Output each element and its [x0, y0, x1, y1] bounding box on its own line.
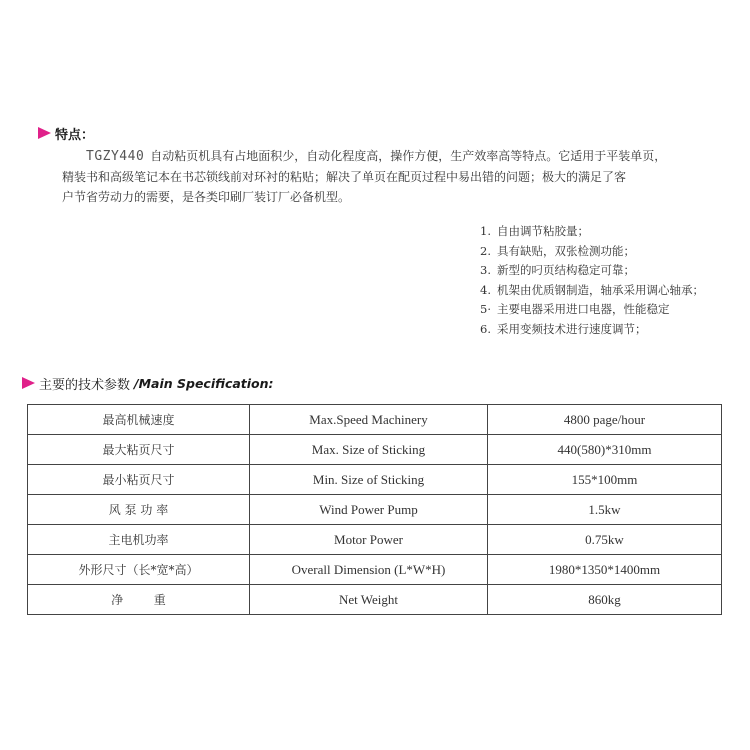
feature-number: 2.	[480, 243, 491, 258]
model-tag: TGZY440	[86, 149, 145, 164]
intro-line-1	[62, 146, 727, 167]
spec-name-en: Wind Power Pump	[250, 495, 488, 525]
intro-line-2: 精装书和高级笔记本在书芯锁线前对环衬的粘贴；解决了单页在配页过程中易出错的问题；极大的满足了客	[62, 170, 627, 184]
table-row	[28, 405, 722, 435]
feature-number: 5·	[480, 302, 491, 316]
feature-item	[480, 300, 740, 320]
table-row	[28, 585, 722, 615]
spec-name-cn: 风 泵 功 率	[28, 495, 250, 525]
features-heading	[38, 124, 94, 142]
spec-name-en: Overall Dimension (L*W*H)	[250, 555, 488, 585]
feature-list	[480, 222, 740, 339]
spec-name-en: Min. Size of Sticking	[250, 465, 488, 495]
spec-name-cn: 最高机械速度	[28, 405, 250, 435]
feature-text: 新型的叼页结构稳定可靠；	[497, 263, 635, 277]
spec-name-cn: 净 重	[28, 585, 250, 615]
spec-value: 860kg	[488, 585, 722, 615]
feature-number: 1.	[480, 224, 491, 238]
spec-name-en: Motor Power	[250, 525, 488, 555]
feature-number: 6.	[480, 321, 491, 336]
feature-item	[480, 281, 740, 301]
spec-name-cn: 外形尺寸（长*宽*高）	[28, 555, 250, 585]
spec-name-cn: 主电机功率	[28, 525, 250, 555]
feature-text: 机架由优质钢制造，轴承采用调心轴承；	[497, 282, 704, 297]
spec-value: 1.5kw	[488, 495, 722, 525]
intro-line-3: 户节省劳动力的需要，是各类印刷厂装订厂必备机型。	[62, 190, 351, 204]
feature-item	[480, 242, 740, 262]
arrow-icon	[38, 127, 51, 139]
table-row	[28, 555, 722, 585]
table-row	[28, 435, 722, 465]
feature-item	[480, 261, 740, 281]
feature-item	[480, 222, 740, 242]
spec-value: 440(580)*310mm	[488, 435, 722, 465]
spec-heading-en: /Main Specification:	[134, 375, 274, 391]
spec-name-en: Max. Size of Sticking	[250, 435, 488, 465]
spec-name-en: Net Weight	[250, 585, 488, 615]
spec-heading-cn: 主要的技术参数	[39, 377, 131, 393]
feature-text: 具有缺贴，双张检测功能；	[497, 243, 635, 258]
spec-value: 4800 page/hour	[488, 405, 722, 435]
feature-text: 自由调节粘胶量；	[497, 224, 589, 238]
spec-value: 155*100mm	[488, 465, 722, 495]
spec-heading	[22, 374, 274, 392]
feature-text: 主要电器采用进口电器，性能稳定	[497, 302, 670, 316]
intro-line-1-text: 自动粘页机具有占地面积少，自动化程度高，操作方便，生产效率高等特点。它适用于平装单页，	[150, 149, 667, 163]
arrow-icon	[22, 377, 35, 389]
feature-number: 3.	[480, 263, 491, 277]
intro-paragraph	[62, 146, 727, 207]
table-row	[28, 465, 722, 495]
features-heading-text: 特点：	[55, 127, 95, 143]
spec-name-cn: 最大粘页尺寸	[28, 435, 250, 465]
spec-name-cn: 最小粘页尺寸	[28, 465, 250, 495]
spec-table	[27, 404, 722, 615]
feature-text: 采用变频技术进行速度调节；	[497, 321, 647, 336]
table-row	[28, 525, 722, 555]
feature-number: 4.	[480, 282, 491, 297]
table-row	[28, 495, 722, 525]
spec-value: 1980*1350*1400mm	[488, 555, 722, 585]
spec-name-en: Max.Speed Machinery	[250, 405, 488, 435]
feature-item	[480, 320, 740, 340]
spec-value: 0.75kw	[488, 525, 722, 555]
